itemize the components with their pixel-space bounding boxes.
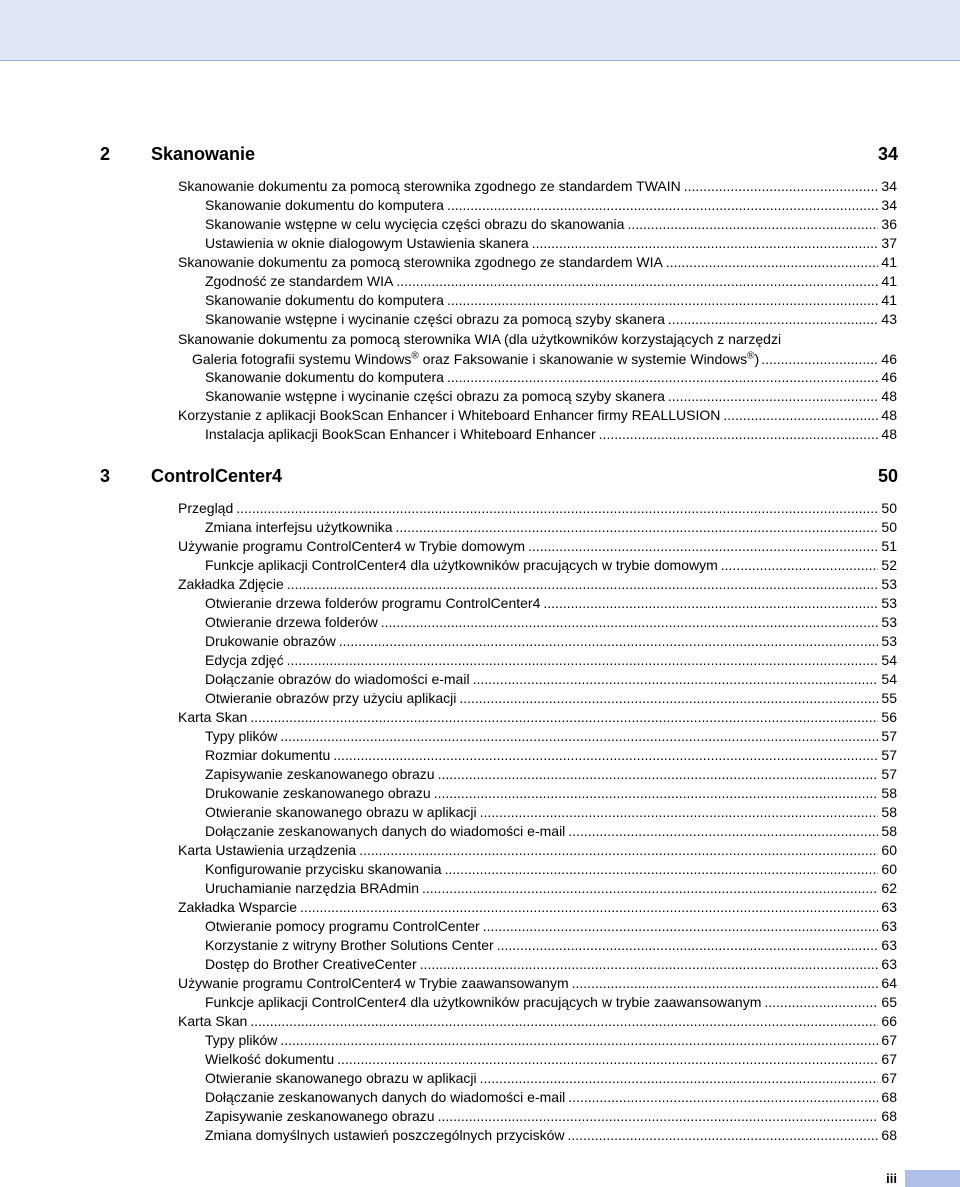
toc-entry-text: Używanie programu ControlCenter4 w Trybie domowym [178,538,526,554]
toc-entry[interactable] [205,594,897,613]
toc-entry-text: Dołączanie obrazów do wiadomości e-mail [205,671,470,687]
toc-entry[interactable] [205,822,897,841]
toc-entry-page: 54 [881,652,897,668]
toc-entry-page: 46 [881,369,897,385]
chapter-number: 3 [100,466,111,486]
toc-entry-page: 48 [881,407,897,423]
chapter-number: 2 [100,144,111,164]
toc-entry-page: 58 [881,785,897,801]
toc-entry-text: Korzystanie z aplikacji BookScan Enhancer i Whiteboard Enhancer firmy REALLUSION [178,407,721,423]
toc-entry[interactable] [205,1126,897,1145]
toc-entry-text: Korzystanie z witryny Brother Solutions Center [205,937,494,953]
toc-entry[interactable] [205,993,897,1012]
toc-entry-text: Skanowanie dokumentu za pomocą sterownika zgodnego ze standardem WIA [178,254,663,270]
toc-entry-page: 63 [881,956,897,972]
toc-entry-text: Zmiana domyślnych ustawień poszczególnych przycisków [205,1127,565,1143]
toc-entry[interactable] [178,1012,897,1031]
leader-dots [434,784,879,803]
leader-dots [250,708,878,727]
toc-entry-page: 60 [881,842,897,858]
leader-dots [438,765,879,784]
toc-entry-page: 63 [881,937,897,953]
toc-entry-text: Wielkość dokumentu [205,1051,335,1067]
toc-entry-page: 58 [881,804,897,820]
toc-entry-page: 63 [881,918,897,934]
toc-entry-text: Funkcje aplikacji ControlCenter4 dla użytkowników pracujących w trybie domowym [205,557,718,573]
toc-entry-page: 60 [881,861,897,877]
toc-entry-text: Edycja zdjęć [205,652,284,668]
leader-dots [438,1107,879,1126]
toc-entry[interactable] [205,803,897,822]
toc-entry-text: Skanowanie dokumentu do komputera [205,292,444,308]
toc-entry-text: Skanowanie dokumentu do komputera [205,197,444,213]
toc-entry-page: 54 [881,671,897,687]
leader-dots [543,594,878,613]
leader-dots [337,1050,878,1069]
toc-entry-text: Konfigurowanie przycisku skanowania [205,861,442,877]
toc-entry-page: 67 [881,1070,897,1086]
toc-entry[interactable] [178,898,897,917]
toc-entry-page: 53 [881,576,897,592]
leader-dots [287,575,879,594]
toc-entry-page: 67 [881,1032,897,1048]
toc-entry-page: 53 [881,614,897,630]
toc-entry-page: 57 [881,766,897,782]
toc-entry-text: Otwieranie skanowanego obrazu w aplikacji [205,1070,477,1086]
toc-entry-page: 62 [881,880,897,896]
toc-entry-text: Skanowanie dokumentu do komputera [205,369,444,385]
toc-entry[interactable] [178,841,897,860]
toc-entry[interactable] [205,1107,897,1126]
toc-entry-text: Zakładka Zdjęcie [178,576,284,592]
toc-entry-page: 48 [881,426,897,442]
toc-entry[interactable] [205,1069,897,1088]
toc-entry-text: Ustawienia w oknie dialogowym Ustawienia skanera [205,235,529,251]
toc-entry-text: Dostęp do Brother CreativeCenter [205,956,417,972]
leader-dots [567,1126,878,1145]
leader-dots [473,670,879,689]
toc-entry-page: 36 [881,216,897,232]
leader-dots [480,1069,879,1088]
toc-entry-text: Rozmiar dokumentu [205,747,331,763]
toc-entry-text: Skanowanie dokumentu za pomocą sterownika WIA (dla użytkowników korzystających z narzędzi [178,331,782,347]
toc-entry[interactable] [205,727,897,746]
toc-entry-page: 37 [881,235,897,251]
toc-entry-page: 58 [881,823,897,839]
leader-dots [568,822,878,841]
toc-entry[interactable] [178,708,897,727]
toc-entry-page: 41 [881,254,897,270]
toc-entry[interactable] [205,670,897,689]
toc-entry-text: Zakładka Wsparcie [178,899,298,915]
toc-entry-text: Uruchamianie narzędzia BRAdmin [205,880,419,896]
toc-entry-text-part: ) [754,351,760,367]
toc-entry-page: 65 [881,994,897,1010]
toc-entry-text: Zmiana interfejsu użytkownika [205,519,393,535]
leader-dots [721,556,879,575]
leader-dots [280,727,878,746]
toc-entry-text: Dołączanie zeskanowanych danych do wiadomości e-mail [205,1089,566,1105]
toc-entry-page: 50 [881,500,897,516]
leader-dots [483,917,879,936]
toc-entry[interactable] [205,689,897,708]
toc-entry-text: Otwieranie pomocy programu ControlCenter [205,918,480,934]
leader-dots [333,746,878,765]
toc-entry[interactable] [205,955,897,974]
toc-entry-text: Karta Skan [178,1013,248,1029]
toc-entry-text: Instalacja aplikacji BookScan Enhancer i Whiteboard Enhancer [205,426,596,442]
toc-entry[interactable] [205,1088,897,1107]
toc-entry-text: Otwieranie obrazów przy użyciu aplikacji [205,690,457,706]
registered-mark: ® [411,350,419,362]
page-number: iii [886,1171,897,1186]
toc-entry-page: 34 [881,178,897,194]
chapter-title: Skanowanie [151,144,256,164]
leader-dots [280,1031,878,1050]
leader-dots [445,860,879,879]
toc-entry-page: 68 [881,1127,897,1143]
toc-entry[interactable] [205,556,897,575]
toc-entry-page: 68 [881,1089,897,1105]
toc-entry-text-part: oraz Faksowanie i skanowanie w systemie Windows [418,351,748,367]
toc-entry[interactable] [205,1031,897,1050]
toc-entry-text: Skanowanie dokumentu za pomocą sterownika zgodnego ze standardem TWAIN [178,178,681,194]
toc-entry-page: 64 [881,975,897,991]
toc-entry-text: Otwieranie skanowanego obrazu w aplikacji [205,804,477,820]
toc-entry-text: Karta Skan [178,709,248,725]
toc-entry-text: Otwieranie drzewa folderów [205,614,378,630]
toc-entry-page: 43 [881,311,897,327]
toc-entry-text-part: Galeria fotografii systemu Windows [192,351,412,367]
leader-dots [528,537,878,556]
toc-entry-text: Typy plików [205,1032,278,1048]
toc-entry[interactable] [178,499,897,518]
chapter-page: 50 [877,466,898,486]
toc-entry[interactable] [205,936,897,955]
toc-entry-text: Funkcje aplikacji ControlCenter4 dla użytkowników pracujących w trybie zaawansowanym [205,994,762,1010]
toc-entry-page: 63 [881,899,897,915]
toc-entry-page: 56 [881,709,897,725]
toc-entry-text: Typy plików [205,728,278,744]
toc-entry[interactable] [205,879,897,898]
toc-entry[interactable] [178,575,897,594]
toc-entry-text: Przegląd [178,500,234,516]
leader-dots [339,632,879,651]
toc-entry-text: Zapisywanie zeskanowanego obrazu [205,766,435,782]
toc-entry-page: 68 [881,1108,897,1124]
toc-entry-text: Zgodność ze standardem WIA [205,273,394,289]
toc-entry-text: Otwieranie drzewa folderów programu ControlCenter4 [205,595,541,611]
toc-entry-page: 53 [881,633,897,649]
page-footer [0,1170,960,1187]
leader-dots [300,898,878,917]
toc-entry-text: Drukowanie zeskanowanego obrazu [205,785,431,801]
leader-dots [480,803,879,822]
leader-dots [572,974,879,993]
toc-entry[interactable] [205,746,897,765]
toc-entry-text: Drukowanie obrazów [205,633,336,649]
toc-entry-page: 66 [881,1013,897,1029]
leader-dots [459,689,878,708]
toc-entry-text: Skanowanie wstępne i wycinanie części obrazu za pomocą szyby skanera [205,311,665,327]
toc-entry-page: 57 [881,747,897,763]
toc-entry[interactable] [178,974,897,993]
toc-entry-page: 51 [881,538,897,554]
toc-entry[interactable] [205,917,897,936]
toc-entry[interactable] [205,765,897,784]
toc-entry-page: 55 [881,690,897,706]
toc-entry-page: 34 [881,197,897,213]
toc-entry-page: 67 [881,1051,897,1067]
toc-entry[interactable] [178,537,897,556]
toc-entry[interactable] [205,1050,897,1069]
footer-tab [905,1170,960,1187]
toc-entry-page: 41 [881,273,897,289]
leader-dots [422,879,878,898]
toc-entry[interactable] [205,518,897,537]
leader-dots [497,936,879,955]
toc-entry-text: Karta Ustawienia urządzenia [178,842,357,858]
leader-dots [250,1012,878,1031]
toc-entry-page: 48 [881,388,897,404]
leader-dots [420,955,879,974]
toc-entry-text: Używanie programu ControlCenter4 w Trybie zaawansowanym [178,975,569,991]
toc-entry-text: Zapisywanie zeskanowanego obrazu [205,1108,435,1124]
chapter-page: 34 [877,144,898,164]
toc-entry-text: Dołączanie zeskanowanych danych do wiadomości e-mail [205,823,566,839]
toc-entry[interactable] [205,784,897,803]
toc-entry-text: Skanowanie wstępne i wycinanie części obrazu za pomocą szyby skanera [205,388,665,404]
toc-entry[interactable] [205,632,897,651]
leader-dots [381,613,879,632]
toc-entry[interactable] [205,860,897,879]
leader-dots [287,651,879,670]
leader-dots [396,518,879,537]
chapter-title: ControlCenter4 [151,466,283,486]
leader-dots [236,499,878,518]
toc-entry-page: 57 [881,728,897,744]
toc-entry-page: 41 [881,292,897,308]
toc-entry-page: 52 [881,557,897,573]
registered-mark: ® [747,350,755,362]
toc-entry-page: 53 [881,595,897,611]
leader-dots [764,993,878,1012]
toc-entry-text: Skanowanie wstępne w celu wycięcia części obrazu do skanowania [205,216,625,232]
toc-entry[interactable] [205,651,897,670]
toc-entry[interactable] [205,613,897,632]
leader-dots [568,1088,878,1107]
toc-entry-page: 46 [881,351,897,367]
leader-dots [359,841,878,860]
toc-entry-page: 50 [881,519,897,535]
